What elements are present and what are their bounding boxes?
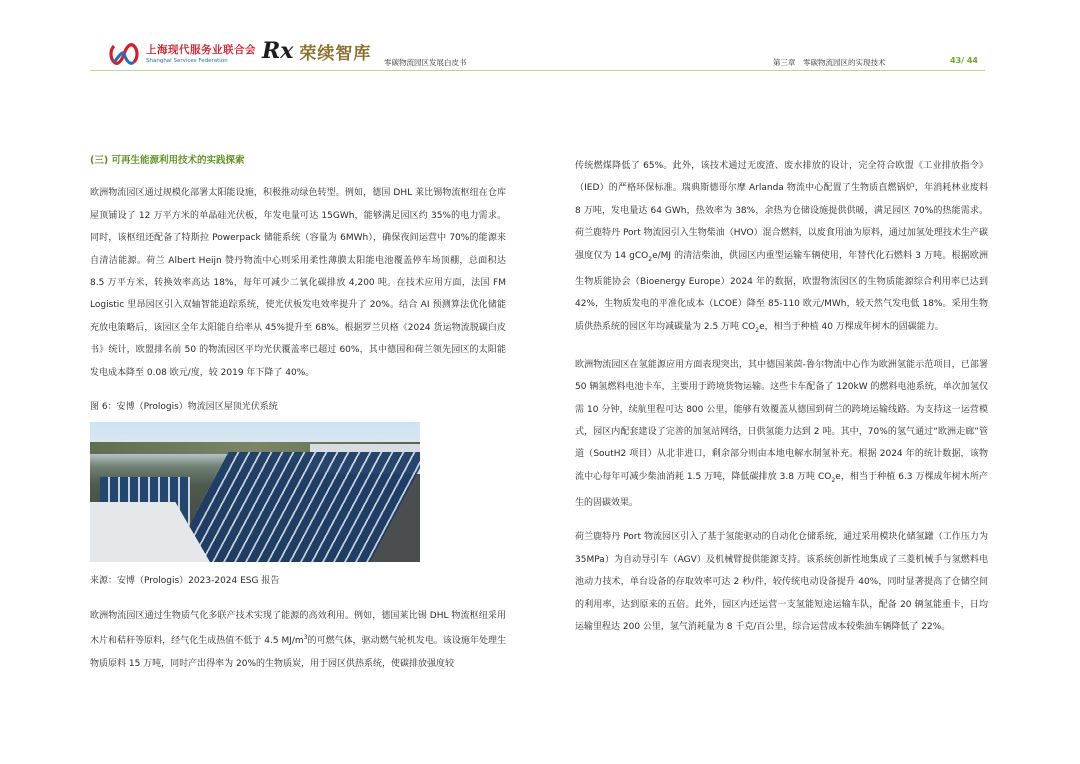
page-header xyxy=(0,0,1080,90)
rx-mark-icon: Rx xyxy=(262,38,294,64)
chapter-title: 第三章 零碳物流园区的实现技术 xyxy=(773,58,886,67)
solar-roof-photo xyxy=(90,422,420,562)
paragraph-biomass-continued: 传统燃煤降低了 65%。此外，该技术通过无废渣、废水排放的设计，完全符合欧盟《工业排放指令》（IED）的严格环保标准。瑞典斯德哥尔摩 Arlanda 物流中心配置了生物质直燃锅炉，年消耗林业废料 8 万吨，发电量达 64 GWh，热效率为 38%，余热为仓储设施提供供暖，满足园区 70%的热能需求。荷兰鹿特丹 Port 物流园引入生物柴油（HVO）混合燃料，以废食用油为原料，通过加氢处理技术生产碳强度仅为 14 gCO$_2$e/MJ 的清洁柴油，供园区内重型运输车辆使用，年替代化石燃料 3 万吨。根据欧洲生物质能协会（Bioenergy Europe）2024 年的数据，欧盟物流园区的生物质能源综合利用率已达到 42%，生物质发电的平准化成本（LCOE）降至 85-110 欧元/MWh，较天然气发电低 18%。采用生物质供热系统的园区年均减碳量为 2.5 万吨 $CO_2e$，相当于种植 40 万棵成年树木的固碳能力。 xyxy=(575,161,988,334)
figure-caption: 图 6：安博（Prologis）物流园区屋顶光伏系统 xyxy=(90,402,278,413)
rx-think-tank-logo xyxy=(262,38,371,64)
federation-name-en: Shanghai Services Federation xyxy=(146,57,228,64)
paragraph-hydrogen: 欧洲物流园区在氢能源应用方面表现突出，其中德国莱茵-鲁尔物流中心作为欧洲氢能示范项目，已部署 50 辆氢燃料电池卡车，主要用于跨境货物运输。这些卡车配备了 120kW 的燃料电池系统，单次加氢仅需 10 分钟，续航里程可达 800 公里，能够有效覆盖从德国到荷兰的跨境运输线路。为支持这一运营模式，园区内配套建设了完善的加氢站网络，日供氢能力达到 2 吨。其中，70%的氢气通过“欧洲走廊”管道（SoutH2 项目）从北非进口，剩余部分则由本地电解水制氢补充。根据 2024 年的统计数据，该物流中心每年可减少柴油消耗 1.5 万吨，降低碳排放 3.8 万吨 $CO_2e$，相当于种植 6.3 万棵成年树木所产生的固碳效果。 xyxy=(575,359,988,509)
figure-source: 来源：安博（Prologis）2023-2024 ESG 报告 xyxy=(90,576,280,587)
think-tank-name: 荣续智库 xyxy=(299,43,372,64)
right-column xyxy=(575,155,988,651)
paragraph-solar: 欧洲物流园区通过规模化部署太阳能设施，积极推动绿色转型。例如，德国 DHL 莱比锡物流枢纽在仓库屋顶铺设了 12 万平方米的单晶硅光伏板，年发电量可达 15GWh，能够满足园区约 35%的电力需求。同时，该枢纽还配备了特斯拉 Powerpack 储能系统（容量为 6MWh），确保夜间运营中 70%的能源来自清洁能源。荷兰 Albert Heijn 赞丹物流中心则采用柔性薄膜太阳能电池覆盖停车场顶棚，总面积达 8.5 万平方米，转换效率高达 18%，每年可减少二氧化碳排放 4,200 吨。在技术应用方面，法国 FM Logistic 里昂园区引入双轴智能追踪系统，使光伏板发电效率提升了 20%。结合 AI 预测算法优化储能充放电策略后，该园区全年太阳能自给率从 45%提升至 68%。根据罗兰贝格《2024 货运物流脱碳白皮书》统计，欧盟排名前 50 的物流园区平均光伏覆盖率已超过 60%，其中德国和荷兰领先园区的太阳能发电成本降至 0.08 欧元/度，较 2019 年下降了 40%。 xyxy=(90,188,506,378)
shanghai-services-federation-logo xyxy=(108,38,256,70)
paragraph-hydrogen-warehouse: 荷兰鹿特丹 Port 物流园区引入了基于氢能驱动的自动化仓储系统，通过采用模块化储氢罐（工作压力为 35MPa）为自动导引车（AGV）及机械臂提供能源支持。该系统创新性地集成了三菱机械手与氢燃料电池动力技术，单台设备的存取效率可达 2 秒/件，较传统电动设备提升 40%，同时显著提高了仓储空间的利用率，达到原来的五倍。此外，园区内还运营一支氢能短途运输车队，配备 20 辆氢能重卡，日均运输里程达 200 公里，氢气消耗量为 8 千克/百公里，综合运营成本较柴油车辆降低了 22%。 xyxy=(575,532,988,633)
federation-name-cn: 上海现代服务业联合会 xyxy=(146,43,256,56)
page-number: 43/ 44 xyxy=(950,56,978,65)
document-title: 零碳物流园区发展白皮书 xyxy=(384,58,467,67)
left-column xyxy=(90,150,506,687)
federation-emblem-icon xyxy=(108,38,140,70)
header-divider xyxy=(90,70,985,71)
section-heading: (三) 可再生能源利用技术的实践探索 xyxy=(90,155,245,166)
paragraph-biomass: 欧洲物流园区通过生物质气化多联产技术实现了能源的高效利用。例如，德国莱比锡 DHL 物流枢纽采用木片和秸秆等原料，经气化生成热值不低于 4.5 $MJ/m^3$的可燃气体，驱动燃气轮机发电。该设施年处理生物质原料 15 万吨，同时产出得率为 20%的生物质炭，用于园区供热系统，使碳排放强度较 xyxy=(90,610,506,669)
